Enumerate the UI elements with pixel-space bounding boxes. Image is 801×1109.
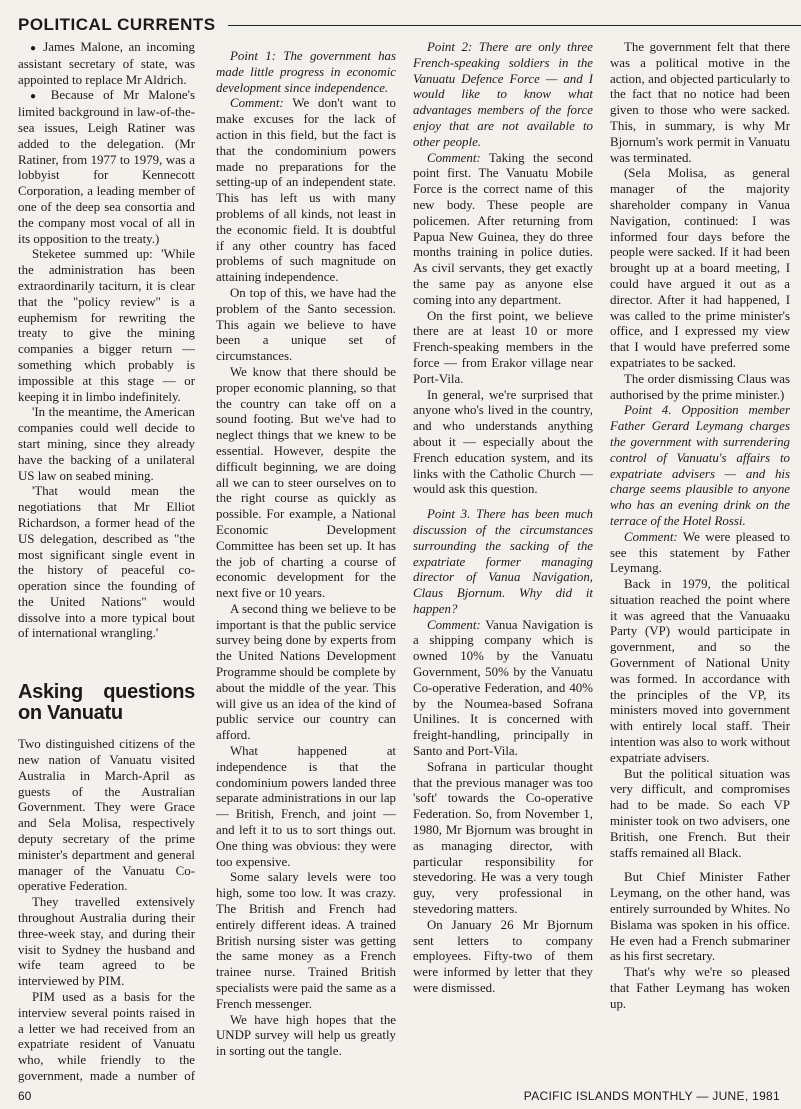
paragraph-pim-used: PIM used as a basis for the interview several points raised in a letter we had received from an expatriate resident of Vanuatu who, while friendly to the government, made a number of <box>18 990 195 1084</box>
paragraph-difficult: But the political situation was very difficult, and compromises had to be made. So each VP minister took on two advisers, one British, one French. But their staffs remained all Black. <box>610 766 790 860</box>
section-title: POLITICAL CURRENTS <box>18 15 216 34</box>
paragraph-sofrana: Sofrana in particular thought that the previous manager was too 'soft' towards the Co-operative Federation. So, from November 1, 1980, Mr Bjornum was brought in as managing director, with particular responsibility for stevedoring. He was a very tough guy, very professional in stevedoring matters. <box>413 759 593 917</box>
header-rule <box>228 25 801 26</box>
comment-4: Comment: We were pleased to see this statement by Father Leymang. <box>610 529 790 576</box>
point-4: Point 4. Opposition member Father Gerard Leymang charges the government with surrendering control of Vanuatu's affairs to expatriate advisers — and his charge seems plausible to anyone who has an evening drink on the terrace of the Hotel Rossi. <box>610 403 790 528</box>
paragraph-malone: ● James Malone, an incoming assistant secretary of state, was appointed to replace Mr Aldrich. <box>18 40 195 88</box>
publication-line: PACIFIC ISLANDS MONTHLY — JUNE, 1981 <box>523 1089 780 1103</box>
paragraph-travelled: They travelled extensively throughout Australia during their three-week stay, and during their visit to Sydney the husband and wife team agreed to be interviewed by PIM. <box>18 895 195 989</box>
paragraph-meantime: 'In the meantime, the American companies could well decide to start mining, since they already have the backing of a unilateral US law on seabed mining. <box>18 405 195 483</box>
column-2 <box>216 40 396 1085</box>
comment-1: Comment: We don't want to make excuses for the lack of action in this field, but the fact is that the condominium powers made no preparations for the setting-up of an independent state. This has left us with many problems of all kinds, not least in the economic field. It is doubtful if any other country has faced problems of such magnitude on attaining independence. <box>216 96 396 285</box>
paragraph-undp: We have high hopes that the UNDP survey will help us greatly in sorting out the tangle. <box>216 1012 396 1059</box>
comment-2: Comment: Taking the second point first. The Vanuatu Mobile Force is the correct name of this new body. These people are policemen. After returning from Papua New Guinea, they do three months training in police duties. As civil servants, they get exactly the same pay as anyone else coming into any department. <box>413 150 593 307</box>
column-4 <box>610 40 790 1085</box>
paragraph-two-citizens: Two distinguished citizens of the new nation of Vanuatu visited Australia in March-April as guests of the Australian Government. They were Grace and Sela Molisa, respectively deputy secretary of the prime minister's department and general manager of the Vanuatu Co-operative Federation. <box>18 737 195 894</box>
paragraph-back-1979: Back in 1979, the political situation reached the point where it was agreed that the Vanuaaku Party (VP) would participate in government, and so the Government of National Unity was formed. In accordance with the principles of the VP, its ministers moved into government with entirely local staff. Their intention was also to work without expatriate advisers. <box>610 577 790 765</box>
page-footer <box>0 1089 801 1107</box>
paragraph-santo: On top of this, we have had the problem of the Santo secession. This again we believe to have been a unique set of circumstances. <box>216 285 396 364</box>
article-subhead: Asking questions on Vanuatu <box>18 681 195 725</box>
page-number: 60 <box>18 1089 32 1103</box>
point-2: Point 2: There are only three French-speaking soldiers in the Vanuatu Defence Force — and I would like to know what advantages members of the force enjoy that are not available to other people. <box>413 40 593 149</box>
comment-3: Comment: Vanua Navigation is a shipping company which is owned 10% by the Vanuatu Government, 50% by the Vanuatu Co-operative Federation, and 40% by the Noumea-based Sofrana Unilines. It is concerned with freight-handling, principally in Santo and Port-Vila. <box>413 617 593 759</box>
paragraph-planning: We know that there should be proper economic planning, so that the country can take off on a sound footing. But we've had to neglect things that we knew to be essential. However, despite the difficult beginning, we are doing all we can to steer ourselves on to the right course as quickly as possible. For example, a National Economic Development Committee has been set up. It has the job of charting a course of economic development for the next five or 10 years. <box>216 364 396 601</box>
paragraph-second-thing: A second thing we believe to be important is that the public service survey being done by experts from the United Nations Development Programme should be complete by about the middle of the year. This will give us an idea of the kind of public service our country can afford. <box>216 601 396 743</box>
paragraph-ratiner: ● Because of Mr Malone's limited background in law-of-the-sea issues, Leigh Ratiner was added to the delegation. (Mr Ratiner, from 1977 to 1979, was a lobbyist for Kennecott Corporation, a leading member of one of the deep sea consortia and the company most vocal of all in its opposition to the treaty.) <box>18 88 195 247</box>
paragraph-steketee: Steketee summed up: 'While the administration has been extraordinarily taciturn, it is clear that the "policy review" is a euphemism for rewriting the treaty to give the mining companies a bigger return — something which probably is impossible at this stage — or keeping it in limbo indefinitely. <box>18 247 195 404</box>
point-1: Point 1: The government has made little progress in economic development since independence. <box>216 49 396 95</box>
paragraph-sela: (Sela Molisa, as general manager of the majority shareholder company in Vanua Navigation, continued: I was informed four days before the people were sacked. If it had been brought up at a board meeting, I could have argued it out as a director. After it had happened, I was called to the prime minister's office, and I expressed my view that I would have preferred some expatriates to be sacked. <box>610 166 790 370</box>
paragraph-government-felt: The government felt that there was a political motive in the action, and objected particularly to the fact that no notice had been given to those who were sacked. This, in summary, is why Mr Bjornum's work permit in Vanuatu was terminated. <box>610 40 790 165</box>
paragraph-chief-minister: But Chief Minister Father Leymang, on the other hand, was entirely surrounded by Whites. No Bislama was spoken in his office. He even had a French submariner as his first secretary. <box>610 870 790 964</box>
paragraph-january: On January 26 Mr Bjornum sent letters to company employees. Fifty-two of them were informed by letter that they were dismissed. <box>413 917 593 996</box>
paragraph-thats-why: That's why we're so pleased that Father Leymang has woken up. <box>610 965 790 1011</box>
paragraph-negotiations: 'That would mean the negotiations that Mr Elliot Richardson, a former head of the US delegation, described as "the most significant single event in the history of peaceful co-operation since the founding of the United Nations" would dissolve into a more typical bout of international wrangling.' <box>18 484 195 641</box>
column-3 <box>413 40 593 1085</box>
section-header <box>0 14 801 38</box>
point-3: Point 3. There has been much discussion of the circumstances surrounding the sacking of the expatriate former managing director of Vanua Navigation, Claus Bjornum. Why did it happen? <box>413 507 593 616</box>
paragraph-what-happened: What happened at independence is that the condominium powers landed three separate administrations in our lap — British, French, and joint — and left it to us to sort things out. One thing was obvious: they were too expensive. <box>216 744 396 869</box>
column-1 <box>18 40 195 1085</box>
paragraph-salary: Some salary levels were too high, some too low. It was crazy. The British and French had entirely different ideas. A trained British nursing sister was getting the same money as a French trainee nurse. Trained British specialists were paid the same as a French messenger. <box>216 870 396 1011</box>
paragraph-general: In general, we're surprised that anyone who's lived in the country, and who understands anything about it — especially about the French education system, and its links with the Catholic Church — would ask this question. <box>413 387 593 497</box>
paragraph-order: The order dismissing Claus was authorised by the prime minister.) <box>610 371 790 402</box>
paragraph-first-point: On the first point, we believe there are at least 10 or more French-speaking members in the force — from Erakor village near Port-Vila. <box>413 308 593 386</box>
